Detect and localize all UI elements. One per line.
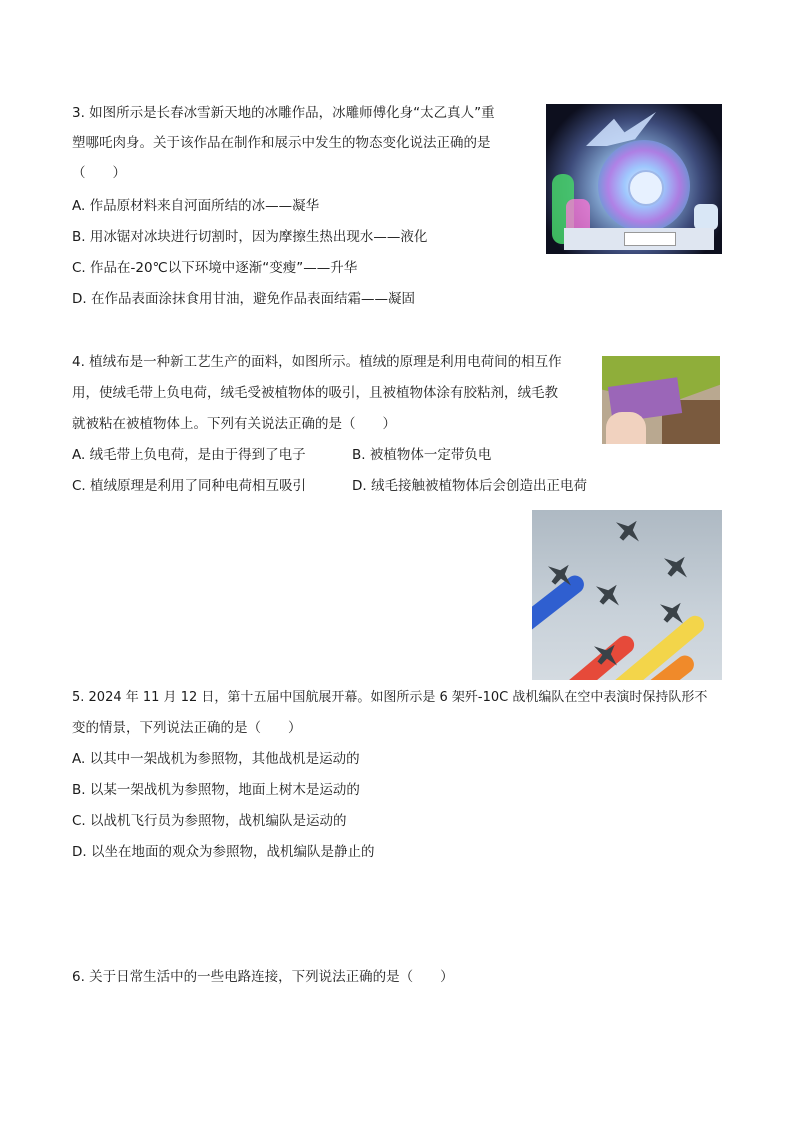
flocked-fabric-photo bbox=[602, 356, 720, 444]
q5-option-b: B. 以某一架战机为参照物，地面上树木是运动的 bbox=[72, 782, 360, 798]
q4-option-c: C. 植绒原理是利用了同种电荷相互吸引 bbox=[72, 478, 307, 494]
q3-option-b: B. 用冰锯对冰块进行切割时，因为摩擦生热出现水——液化 bbox=[72, 229, 428, 245]
q4-option-d: D. 绒毛接触被植物体后会创造出正电荷 bbox=[352, 478, 587, 494]
q3-option-a: A. 作品原材料来自河面所结的冰——凝华 bbox=[72, 198, 320, 214]
q5-stem-line1: 5. 2024 年 11 月 12 日，第十五届中国航展开幕。如图所示是 6 架歼-10C 战机编队在空中表演时保持队形不 bbox=[72, 690, 708, 705]
q3-stem-line2: 塑哪吒肉身。关于该作品在制作和展示中发生的物态变化说法正确的是 bbox=[72, 135, 491, 151]
q4-stem-line1: 4. 植绒布是一种新工艺生产的面料，如图所示。植绒的原理是利用电荷间的相互作 bbox=[72, 354, 562, 370]
q3-answer-paren: （ ） bbox=[72, 165, 126, 181]
q4-option-b: B. 被植物体一定带负电 bbox=[352, 447, 492, 463]
q5-option-a: A. 以其中一架战机为参照物，其他战机是运动的 bbox=[72, 751, 360, 767]
q5-option-c: C. 以战机飞行员为参照物，战机编队是运动的 bbox=[72, 813, 347, 829]
ice-sculpture-photo bbox=[546, 104, 722, 254]
q3-option-c: C. 作品在-20℃以下环境中逐渐“变瘦”——升华 bbox=[72, 260, 358, 276]
q4-stem-line3: 就被粘在被植物体上。下列有关说法正确的是（ ） bbox=[72, 416, 396, 432]
q3-option-d: D. 在作品表面涂抹食用甘油，避免作品表面结霜——凝固 bbox=[72, 291, 415, 307]
q4-stem-line2: 用，使绒毛带上负电荷，绒毛受被植物体的吸引，且被植物体涂有胶粘剂，绒毛教 bbox=[72, 385, 558, 401]
q5-option-d: D. 以坐在地面的观众为参照物，战机编队是静止的 bbox=[72, 844, 375, 860]
fighter-jet-formation-photo bbox=[532, 510, 722, 680]
q4-option-a: A. 绒毛带上负电荷，是由于得到了电子 bbox=[72, 447, 306, 463]
q5-stem-line2: 变的情景，下列说法正确的是（ ） bbox=[72, 720, 302, 736]
q3-stem-line1: 3. 如图所示是长春冰雪新天地的冰雕作品，冰雕师傅化身“太乙真人”重 bbox=[72, 105, 495, 121]
q6-stem-line1: 6. 关于日常生活中的一些电路连接，下列说法正确的是（ ） bbox=[72, 969, 454, 985]
